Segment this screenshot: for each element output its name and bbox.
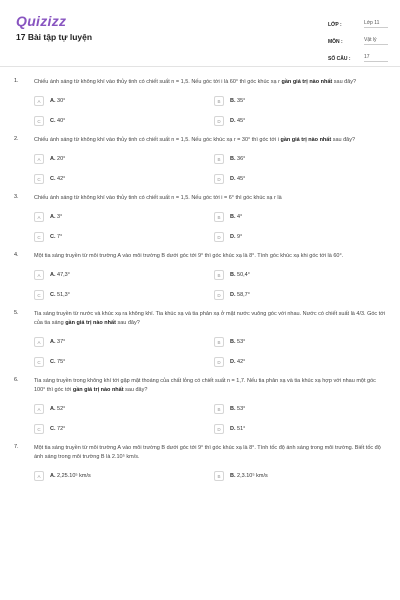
question-text [34,194,388,203]
option-text [230,118,245,124]
option-text [230,473,268,479]
question-item [0,310,400,368]
option-letter-box[interactable]: A [34,154,44,164]
option-label: D. [230,359,236,365]
meta-label: MÔN : [328,39,343,45]
option-letter-box[interactable]: C [34,290,44,300]
option-text [230,214,242,220]
option-value: 2,3.10⁵ km/s [235,473,268,479]
option-value: 45° [235,176,246,182]
question-text-part: Tia sáng truyền từ nước và khúc xạ ra không khí. Tia khúc xạ và tia phản xạ ở mặt nước vuông góc với nhau. Nước có chiết suất là 4/3. Góc tới của tia sáng [34,311,386,326]
question-emphasis: gần giá trị nào nhất [65,320,116,326]
option-label: C. [50,176,56,182]
option-text [50,214,62,220]
option-value: 51,3° [55,292,70,298]
question-number: 5. [14,310,19,316]
option-text [50,292,70,298]
option-label: A. [50,156,56,162]
option-value: 42° [235,359,246,365]
answer-options [34,269,388,301]
question-text-part: Chiếu ánh sáng từ không khí vào thủy tinh có chiết suất n = 1,5. Nếu góc tới i là 60° thì góc khúc xạ r [34,79,282,85]
option-value: 72° [55,426,66,432]
option-letter-box[interactable]: B [214,337,224,347]
option-letter-box[interactable]: D [214,424,224,434]
option-letter-box[interactable]: C [34,116,44,126]
option-letter-box[interactable]: B [214,270,224,280]
option-letter-box[interactable]: C [34,357,44,367]
option-letter-box[interactable]: C [34,232,44,242]
answer-option-b[interactable] [214,403,388,415]
answer-option-d[interactable] [214,356,388,368]
option-label: A. [50,473,56,479]
option-text [50,359,65,365]
option-value: 45° [235,118,246,124]
answer-option-a[interactable] [34,95,214,107]
option-letter-box[interactable]: D [214,174,224,184]
question-text [34,252,388,261]
option-label: C. [50,359,56,365]
option-label: C. [50,234,56,240]
option-value: 9° [235,234,243,240]
option-text [50,473,91,479]
option-text [230,272,250,278]
answer-option-a[interactable] [34,470,214,482]
answer-options [34,470,388,482]
question-text-part: Tia sáng truyền trong không khí tới gặp mặt thoáng của chất lỏng có chiết suất n = 1,7. Nếu tia phản xạ và tia khúc xạ hợp với nhau một góc 100° thì góc tới [34,378,376,393]
option-label: B. [230,272,236,278]
question-text-part: Chiếu ánh sáng từ không khí vào thủy tinh có chiết suất n = 1,5. Nếu góc khúc xạ r = 30° thì góc tới i [34,137,281,143]
option-letter-box[interactable]: A [34,212,44,222]
option-text [230,292,250,298]
answer-option-d[interactable] [214,231,388,243]
question-text [34,136,388,145]
option-value: 47,3° [55,272,70,278]
option-value: 36° [235,156,246,162]
option-letter-box[interactable]: A [34,270,44,280]
option-letter-box[interactable]: D [214,357,224,367]
option-label: A. [50,406,56,412]
option-value: 53° [235,339,246,345]
question-number: 3. [14,194,19,200]
option-text [50,234,62,240]
question-item [0,444,400,482]
option-letter-box[interactable]: B [214,154,224,164]
option-label: D. [230,176,236,182]
question-text-part: sau đây? [331,137,356,143]
option-label: C. [50,118,56,124]
option-label: B. [230,339,236,345]
question-text-part: sau đây? [123,387,148,393]
option-value: 50,4° [235,272,250,278]
question-text [34,78,388,87]
answer-option-a[interactable] [34,269,214,281]
option-letter-box[interactable]: D [214,232,224,242]
option-label: A. [50,214,56,220]
option-value: 53° [235,406,246,412]
option-letter-box[interactable]: A [34,404,44,414]
answer-option-b[interactable] [214,211,388,223]
option-value: 4° [235,214,243,220]
option-label: B. [230,156,236,162]
answer-options [34,211,388,243]
option-text [230,176,245,182]
option-text [50,406,65,412]
meta-label: LỚP : [328,22,342,28]
meta-label: SỐ CÂU : [328,56,351,62]
meta-row-class [328,13,388,28]
option-value: 52° [55,406,66,412]
option-value: 2,25.10⁵ km/s [55,473,91,479]
option-text [230,156,245,162]
question-emphasis: gần giá trị nào nhất [281,79,333,85]
option-label: D. [230,234,236,240]
question-emphasis: gần giá trị nào nhất [72,387,124,393]
question-number: 7. [14,444,19,450]
option-text [50,339,65,345]
answer-option-c[interactable] [34,423,214,435]
option-value: 51° [235,426,246,432]
worksheet-header [0,0,400,67]
quizizz-logo: Quizizz [16,13,67,29]
question-item [0,78,400,127]
option-label: B. [230,473,236,479]
answer-option-d[interactable] [214,423,388,435]
option-text [50,176,65,182]
option-value: 58,7° [235,292,250,298]
option-letter-box[interactable]: A [34,471,44,481]
answer-option-a[interactable] [34,403,214,415]
question-text [34,377,388,395]
answer-options [34,95,388,127]
option-letter-box[interactable]: D [214,116,224,126]
option-value: 35° [235,98,246,104]
meta-value: Vật lý [364,37,388,45]
option-value: 37° [55,339,66,345]
option-value: 42° [55,176,66,182]
answer-options [34,403,388,435]
option-label: C. [50,292,56,298]
question-list [0,78,400,491]
answer-option-d[interactable] [214,289,388,301]
option-letter-box[interactable]: A [34,337,44,347]
option-letter-box[interactable]: C [34,174,44,184]
option-value: 30° [55,98,66,104]
option-label: C. [50,426,56,432]
meta-value: Lớp 11 [364,20,388,28]
option-text [230,98,245,104]
option-label: B. [230,406,236,412]
answer-option-c[interactable] [34,231,214,243]
question-number: 2. [14,136,19,142]
answer-option-b[interactable] [214,153,388,165]
answer-option-a[interactable] [34,153,214,165]
answer-option-b[interactable] [214,269,388,281]
option-text [230,359,245,365]
option-value: 7° [55,234,63,240]
option-text [230,339,245,345]
option-text [50,118,65,124]
question-item [0,252,400,301]
answer-option-d[interactable] [214,115,388,127]
option-label: D. [230,426,236,432]
question-number: 4. [14,252,19,258]
question-item [0,136,400,185]
option-letter-box[interactable]: B [214,471,224,481]
option-value: 20° [55,156,66,162]
option-text [230,406,245,412]
meta-value: 17 [364,54,388,62]
question-text [34,310,388,328]
option-text [50,426,65,432]
answer-option-a[interactable] [34,336,214,348]
question-emphasis: gần giá trị nào nhất [280,137,332,143]
answer-option-b[interactable] [214,336,388,348]
answer-options [34,153,388,185]
answer-options [34,336,388,368]
option-label: B. [230,214,236,220]
question-text-part: sau đây? [332,79,357,85]
option-text [230,426,245,432]
option-text [50,98,65,104]
meta-info [328,13,388,64]
page-title: 17 Bài tập tự luyện [16,32,93,42]
answer-option-b[interactable] [214,95,388,107]
option-text [50,272,70,278]
option-letter-box[interactable]: C [34,424,44,434]
answer-option-a[interactable] [34,211,214,223]
option-letter-box[interactable]: B [214,212,224,222]
answer-option-c[interactable] [34,173,214,185]
option-letter-box[interactable]: B [214,96,224,106]
answer-option-b[interactable] [214,470,388,482]
option-letter-box[interactable]: A [34,96,44,106]
meta-row-count [328,47,388,62]
option-label: D. [230,118,236,124]
question-text-part: Chiếu ánh sáng từ không khí vào thủy tinh có chiết suất n = 1,5. Nếu góc tới i = 6° thì góc khúc xạ r là [34,195,282,201]
option-label: D. [230,292,236,298]
option-value: 40° [55,118,66,124]
answer-option-c[interactable] [34,356,214,368]
answer-option-c[interactable] [34,115,214,127]
option-letter-box[interactable]: D [214,290,224,300]
question-text-part: sau đây? [115,320,140,326]
option-label: A. [50,272,56,278]
answer-option-d[interactable] [214,173,388,185]
option-label: A. [50,339,56,345]
question-number: 6. [14,377,19,383]
answer-option-c[interactable] [34,289,214,301]
option-letter-box[interactable]: B [214,404,224,414]
question-text-part: Một tia sáng truyền từ môi trường A vào môi trường B dưới góc tới 9° thì góc khúc xạ là 8°. Tính tốc độ ánh sáng trong môi trường. Biết tốc độ ánh sáng trong môi trường B là 2.10⁵ km/s. [34,445,381,460]
option-value: 75° [55,359,66,365]
option-text [230,234,242,240]
question-number: 1. [14,78,19,84]
option-text [50,156,65,162]
meta-row-subject [328,30,388,45]
question-text [34,444,388,462]
question-item [0,194,400,243]
option-label: B. [230,98,236,104]
question-text-part: Một tia sáng truyền từ môi trường A vào môi trường B dưới góc tới 9° thì góc khúc xạ là 8°. Tính góc khúc xạ khi góc tới là 60°. [34,253,344,259]
option-label: A. [50,98,56,104]
option-value: 3° [55,214,63,220]
question-item [0,377,400,435]
